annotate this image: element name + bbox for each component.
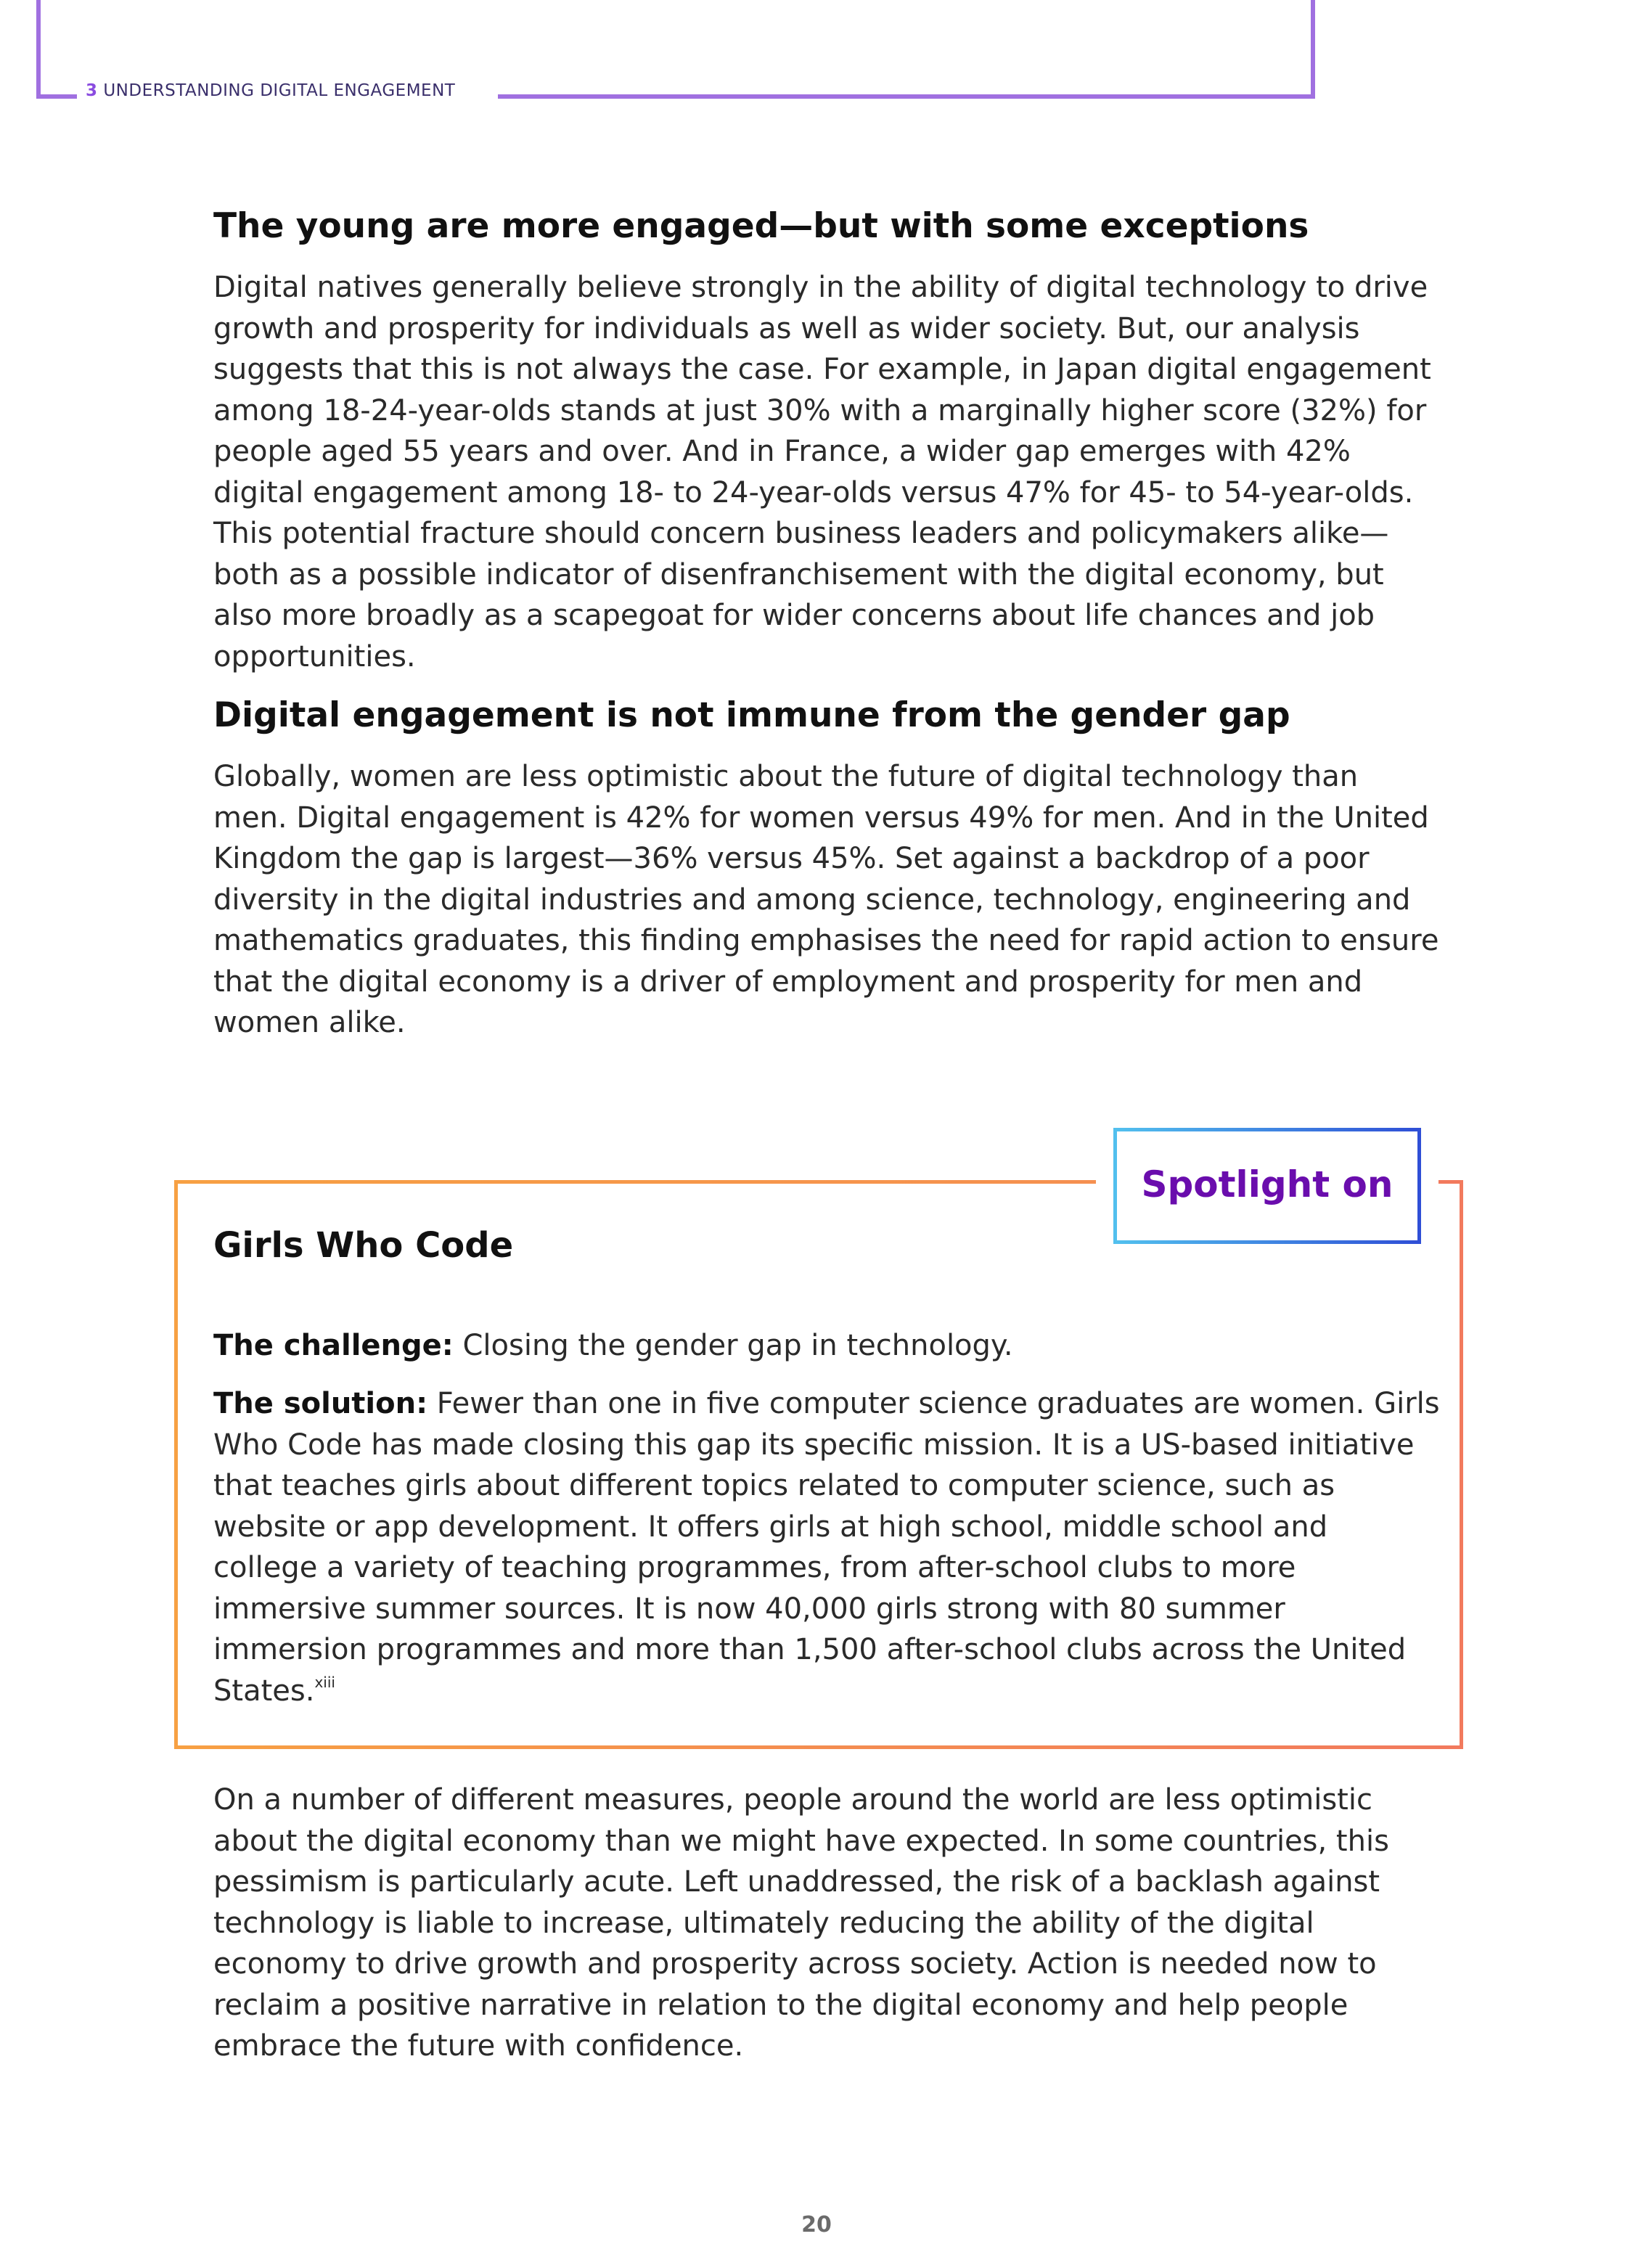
heading-gender-gap: Digital engagement is not immune from the gender gap: [213, 695, 1290, 735]
page-number: 20: [801, 2212, 832, 2238]
solution-label: The solution:: [213, 1387, 428, 1420]
spotlight-solution: [213, 1383, 1440, 1711]
spotlight-title: Girls Who Code: [213, 1225, 514, 1266]
header-frame-right: [1311, 0, 1315, 99]
header-rule-right: [498, 94, 1315, 99]
header-rule-left: [36, 94, 77, 99]
solution-text: Fewer than one in five computer science graduates are women. Girls Who Code has made closing this gap its specific mission. It is a US-based initiative that teaches girls about different topics related to computer science, such as website or app development. It offers girls at high school, middle school and college a variety of teaching programmes, from after-school clubs to more immersive summer sources. It is now 40,000 girls strong with 80 summer immersion programmes and more than 1,500 after-school clubs across the United States.: [213, 1387, 1440, 1708]
footnote-marker: xiii: [314, 1673, 335, 1691]
challenge-label: The challenge:: [213, 1329, 454, 1362]
challenge-text: Closing the gender gap in technology.: [453, 1329, 1013, 1362]
spotlight-challenge: [213, 1325, 1440, 1367]
spotlight-tag-label: Spotlight on: [1141, 1163, 1393, 1205]
paragraph-closing: On a number of different measures, people around the world are less optimistic about the digital economy than we might have expected. In some countries, this pessimism is particularly acute. Left unaddressed, the risk of a backlash against technology is liable to increase, ultimately reducing the ability of the digital economy to drive growth and prosperity across society. Action is needed now to reclaim a positive narrative in relation to the digital economy and help people embrace the future with confidence.: [213, 1783, 1389, 2063]
header-frame-left: [36, 0, 41, 99]
heading-young-engaged: The young are more engaged—but with some exceptions: [213, 206, 1309, 246]
paragraph-gender-gap: Globally, women are less optimistic about the future of digital technology than men. Digital engagement is 42% for women versus 49% for men. And in the United Kingdom the gap is largest—36% versus 45%. Set against a backdrop of a poor diversity in the digital industries and among science, technology, engineering and mathematics graduates, this finding emphasises the need for rapid action to ensure that the digital economy is a driver of employment and prosperity for men and women alike.: [213, 760, 1439, 1039]
section-number: 3: [86, 81, 98, 100]
section-title: UNDERSTANDING DIGITAL ENGAGEMENT: [103, 81, 456, 100]
section-header: [86, 81, 455, 100]
spotlight-tag: [1113, 1128, 1421, 1244]
spotlight-box-top-rule-end: [1438, 1180, 1463, 1184]
paragraph-young-engaged: Digital natives generally believe strongly in the ability of digital technology to drive growth and prosperity for individuals as well as wider society. But, our analysis suggests that this is not always the case. For example, in Japan digital engagement among 18-24-year-olds stands at just 30% with a marginally higher score (32%) for people aged 55 years and over. And in France, a wider gap emerges with 42% digital engagement among 18- to 24-year-olds versus 47% for 45- to 54-year-olds. This potential fracture should concern business leaders and policymakers alike—both as a possible indicator of disenfranchisement with the digital economy, but also more broadly as a scapegoat for wider concerns about life chances and job opportunities.: [213, 271, 1431, 674]
spotlight-box-top-rule: [174, 1180, 1096, 1184]
